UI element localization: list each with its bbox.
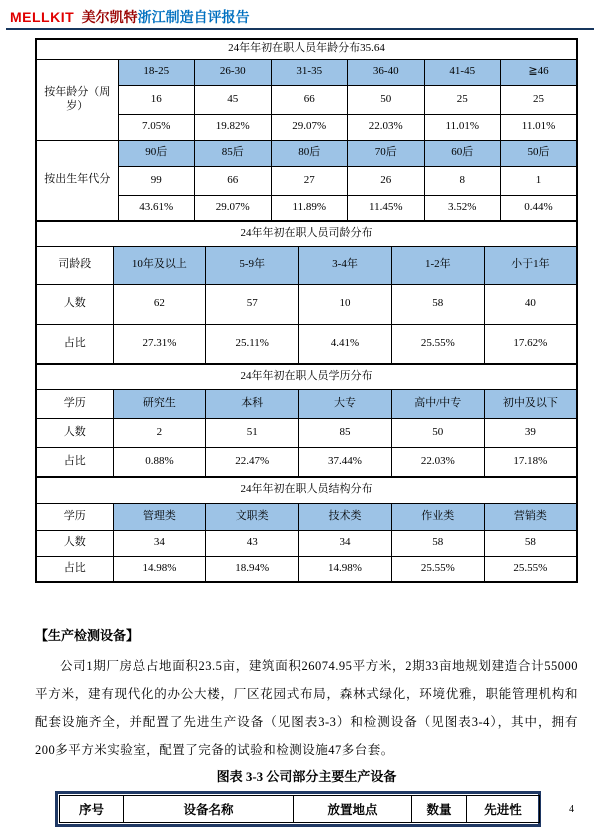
- count-cell: 25: [424, 85, 501, 114]
- percent-cell: 0.88%: [113, 447, 206, 477]
- percent-row: [36, 114, 577, 140]
- count-cell: 62: [113, 284, 206, 324]
- count-cell: 66: [271, 85, 348, 114]
- row-label: 占比: [36, 556, 113, 582]
- row-label: 占比: [36, 324, 113, 364]
- row-label: 司龄段: [36, 246, 113, 284]
- table-header-row: [36, 503, 577, 530]
- percent-cell: 7.05%: [118, 114, 195, 140]
- count-row: [36, 284, 577, 324]
- table-title: 24年年初在职人员司龄分布: [36, 221, 577, 246]
- row-label: 学历: [36, 503, 113, 530]
- percent-cell: 11.89%: [271, 195, 348, 221]
- percent-cell: 3.52%: [424, 195, 501, 221]
- count-cell: 43: [206, 530, 299, 556]
- column-header-cell: 数量: [412, 796, 467, 823]
- row-label: 人数: [36, 418, 113, 447]
- percent-cell: 17.18%: [484, 447, 577, 477]
- count-cell: 45: [195, 85, 272, 114]
- column-header-cell: 80后: [271, 140, 348, 166]
- percent-row: [36, 324, 577, 364]
- count-cell: 58: [484, 530, 577, 556]
- column-header-cell: 41-45: [424, 59, 501, 85]
- count-cell: 8: [424, 166, 501, 195]
- column-header-cell: 36-40: [348, 59, 425, 85]
- count-cell: 16: [118, 85, 195, 114]
- count-cell: 25: [501, 85, 578, 114]
- figure-caption: 图表 3-3 公司部分主要生产设备: [216, 769, 397, 784]
- column-header-cell: 3-4年: [299, 246, 392, 284]
- percent-cell: 25.55%: [391, 324, 484, 364]
- percent-cell: 25.11%: [206, 324, 299, 364]
- row-label: 人数: [36, 530, 113, 556]
- column-header-cell: 10年及以上: [113, 246, 206, 284]
- percent-cell: 25.55%: [391, 556, 484, 582]
- column-header-cell: 18-25: [118, 59, 195, 85]
- column-header-cell: 设备名称: [124, 796, 294, 823]
- table-title-row: [36, 39, 577, 59]
- count-cell: 2: [113, 418, 206, 447]
- count-row: [36, 85, 577, 114]
- count-cell: 51: [206, 418, 299, 447]
- equipment-table: [59, 795, 540, 823]
- header-divider: [6, 28, 594, 30]
- percent-cell: 0.44%: [501, 195, 578, 221]
- percent-cell: 22.47%: [206, 447, 299, 477]
- report-body: [35, 38, 578, 827]
- row-group-label: 按出生年代分: [36, 140, 118, 221]
- count-cell: 58: [391, 530, 484, 556]
- count-cell: 10: [299, 284, 392, 324]
- count-cell: 27: [271, 166, 348, 195]
- structure-distribution-table: [35, 476, 578, 583]
- percent-cell: 11.01%: [501, 114, 578, 140]
- table-title: 24年年初在职人员年龄分布35.64: [36, 39, 577, 59]
- generation-header-row: [36, 140, 577, 166]
- column-header-cell: 作业类: [391, 503, 484, 530]
- page-number: 4: [569, 804, 574, 815]
- column-header-cell: 本科: [206, 389, 299, 418]
- page-header: [10, 7, 250, 27]
- table-title-row: [36, 364, 577, 389]
- column-header-cell: 研究生: [113, 389, 206, 418]
- percent-cell: 43.61%: [118, 195, 195, 221]
- row-label: 人数: [36, 284, 113, 324]
- count-cell: 66: [195, 166, 272, 195]
- column-header-cell: 序号: [60, 796, 124, 823]
- column-header-cell: 90后: [118, 140, 195, 166]
- percent-cell: 25.55%: [484, 556, 577, 582]
- column-header-cell: 初中及以下: [484, 389, 577, 418]
- column-header-cell: 1-2年: [391, 246, 484, 284]
- age-distribution-table: [35, 38, 578, 222]
- percent-cell: 29.07%: [271, 114, 348, 140]
- count-row: [36, 418, 577, 447]
- column-header-cell: 营销类: [484, 503, 577, 530]
- count-row: [36, 166, 577, 195]
- percent-cell: 22.03%: [391, 447, 484, 477]
- percent-cell: 29.07%: [195, 195, 272, 221]
- section-paragraph: 公司1期厂房总占地面积23.5亩，建筑面积26074.95平方米，2期33亩地规划建造合计55000平方米，建有现代化的办公大楼，厂区花园式布局，森林式绿化，环境优雅，职能管理机构和配套设施齐全，并配置了先进生产设备（见图表3-3）和检测设备（见图表3-4），其中，拥有200多平方米实验室，配置了完备的试验和检测设施47多台套。: [35, 659, 578, 757]
- percent-cell: 18.94%: [206, 556, 299, 582]
- equipment-header-row: [60, 796, 540, 823]
- brand-logo-text: MELLKIT: [10, 9, 75, 25]
- column-header-cell: 60后: [424, 140, 501, 166]
- percent-cell: 4.41%: [299, 324, 392, 364]
- equipment-table-border: [55, 791, 541, 827]
- column-header-cell: 文职类: [206, 503, 299, 530]
- count-cell: 39: [484, 418, 577, 447]
- percent-cell: 17.62%: [484, 324, 577, 364]
- count-cell: 26: [348, 166, 425, 195]
- percent-row: [36, 195, 577, 221]
- percent-cell: 19.82%: [195, 114, 272, 140]
- count-cell: 50: [391, 418, 484, 447]
- percent-cell: 11.45%: [348, 195, 425, 221]
- table-title: 24年年初在职人员学历分布: [36, 364, 577, 389]
- column-header-cell: 5-9年: [206, 246, 299, 284]
- header-title-company: 美尔凯特: [81, 11, 138, 26]
- column-header-cell: 先进性: [467, 796, 540, 823]
- column-header-cell: 50后: [501, 140, 578, 166]
- column-header-cell: ≧46: [501, 59, 578, 85]
- count-cell: 40: [484, 284, 577, 324]
- count-cell: 99: [118, 166, 195, 195]
- row-label: 学历: [36, 389, 113, 418]
- percent-row: [36, 447, 577, 477]
- percent-cell: 11.01%: [424, 114, 501, 140]
- percent-cell: 14.98%: [113, 556, 206, 582]
- count-cell: 34: [299, 530, 392, 556]
- table-title-row: [36, 477, 577, 503]
- count-cell: 57: [206, 284, 299, 324]
- column-header-cell: 85后: [195, 140, 272, 166]
- tenure-distribution-table: [35, 220, 578, 365]
- percent-cell: 27.31%: [113, 324, 206, 364]
- column-header-cell: 放置地点: [294, 796, 412, 823]
- count-row: [36, 530, 577, 556]
- percent-cell: 37.44%: [299, 447, 392, 477]
- count-cell: 85: [299, 418, 392, 447]
- count-cell: 50: [348, 85, 425, 114]
- percent-row: [36, 556, 577, 582]
- percent-cell: 14.98%: [299, 556, 392, 582]
- count-cell: 1: [501, 166, 578, 195]
- header-title-report: 浙江制造自评报告: [137, 11, 250, 26]
- column-header-cell: 技术类: [299, 503, 392, 530]
- row-label: 占比: [36, 447, 113, 477]
- column-header-cell: 70后: [348, 140, 425, 166]
- table-header-row: [36, 389, 577, 418]
- count-cell: 58: [391, 284, 484, 324]
- table-title-row: [36, 221, 577, 246]
- age-group-header-row: [36, 59, 577, 85]
- column-header-cell: 高中/中专: [391, 389, 484, 418]
- percent-cell: 22.03%: [348, 114, 425, 140]
- count-cell: 34: [113, 530, 206, 556]
- column-header-cell: 26-30: [195, 59, 272, 85]
- table-title: 24年年初在职人员结构分布: [36, 477, 577, 503]
- column-header-cell: 管理类: [113, 503, 206, 530]
- column-header-cell: 31-35: [271, 59, 348, 85]
- table-header-row: [36, 246, 577, 284]
- row-group-label: 按年龄分（周岁）: [36, 59, 118, 140]
- section-heading: 【生产检测设备】: [35, 628, 140, 643]
- education-distribution-table: [35, 363, 578, 478]
- column-header-cell: 小于1年: [484, 246, 577, 284]
- column-header-cell: 大专: [299, 389, 392, 418]
